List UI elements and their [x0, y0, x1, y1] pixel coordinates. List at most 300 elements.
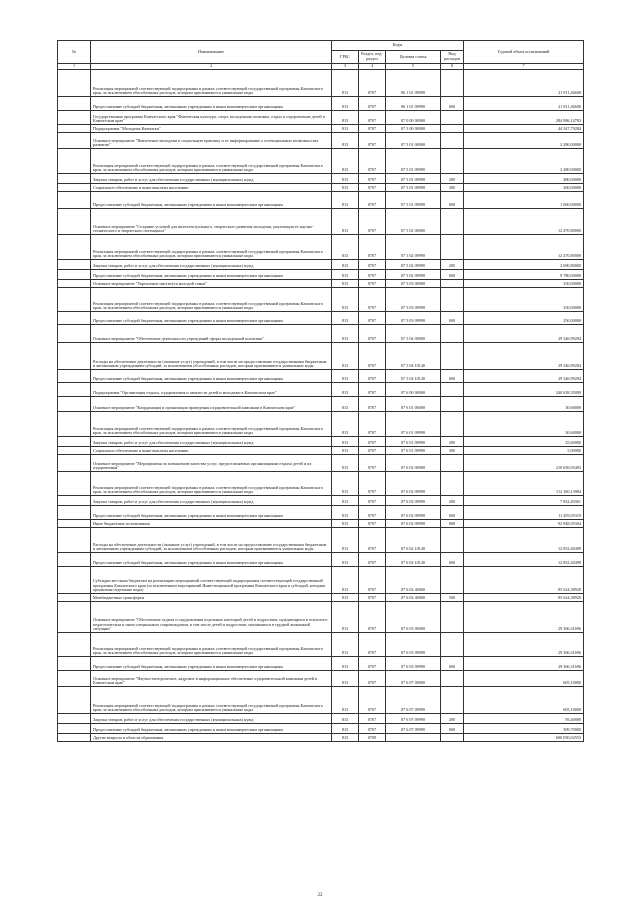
row-grbs-cell: 813 — [332, 288, 359, 312]
row-section-cell: 0707 — [359, 687, 386, 714]
row-kind-cell — [441, 288, 464, 312]
row-grbs-cell: 813 — [332, 734, 359, 742]
row-section-cell: 0707 — [359, 397, 386, 412]
row-name-cell: Социальное обеспечение и иные выплаты населению — [91, 184, 332, 192]
row-grbs-cell: 813 — [332, 325, 359, 343]
row-target-cell: 07 5 02 09990 — [386, 270, 441, 280]
row-index-cell — [58, 97, 91, 111]
row-target-cell: 07 5 02 09990 — [386, 260, 441, 270]
row-section-cell: 0707 — [359, 496, 386, 506]
row-name-cell: Реализация мероприятий соответствующей подпрограммы в рамках соответствующей государственной программы Камчатского края, за исключением обособленных расходов, которым присваиваются уникальные коды — [91, 687, 332, 714]
table-row — [58, 437, 584, 447]
row-grbs-cell: 813 — [332, 506, 359, 520]
row-section-cell: 0707 — [359, 567, 386, 594]
row-amount-cell: 9 780,00000 — [464, 270, 584, 280]
row-index-cell — [58, 734, 91, 742]
row-name-cell: Предоставление субсидий бюджетным, автономным учреждениям и иным некоммерческим организациям — [91, 506, 332, 520]
row-amount-cell: 480,00000 — [464, 174, 584, 184]
row-kind-cell — [441, 111, 464, 125]
page-number: 22 — [317, 893, 323, 898]
row-section-cell: 0707 — [359, 602, 386, 633]
row-amount-cell: 29 346,99284 — [464, 325, 584, 343]
row-index-cell — [58, 174, 91, 184]
row-name-cell: Предоставление субсидий бюджетным, автономным учреждениям и иным некоммерческим организациям — [91, 97, 332, 111]
row-grbs-cell: 813 — [332, 133, 359, 149]
header-kind: Вид расходов — [441, 51, 464, 64]
row-amount-cell: 21 811,46600 — [464, 97, 584, 111]
row-kind-cell — [441, 383, 464, 397]
row-target-cell: 07 6 07 09990 — [386, 714, 441, 724]
row-kind-cell — [441, 455, 464, 472]
row-grbs-cell: 813 — [332, 397, 359, 412]
row-grbs-cell: 813 — [332, 97, 359, 111]
row-target-cell: 07 6 07 00000 — [386, 671, 441, 687]
row-name-cell: Реализация мероприятий соответствующей подпрограммы в рамках соответствующей государственной программы Камчатского края, за исключением обособленных расходов, которым присваиваются уникальные коды — [91, 472, 332, 496]
row-amount-cell: 284 986,14783 — [464, 111, 584, 125]
row-index-cell — [58, 325, 91, 343]
row-kind-cell — [441, 133, 464, 149]
row-name-cell: Субсидии местным бюджетам на реализацию мероприятий соответствующей подпрограммы соответствующей государственной программы Камчатского края (за исключением мероприятий Инвестиционной программы Камчатского края и субсидий, которым присвоены отдельные коды) — [91, 567, 332, 594]
header-names: Наименование — [91, 41, 332, 64]
row-section-cell: 0707 — [359, 149, 386, 174]
row-target-cell: 07 5 04 10140 — [386, 370, 441, 383]
row-section-cell: 0707 — [359, 594, 386, 602]
row-index-cell — [58, 671, 91, 687]
row-section-cell: 0707 — [359, 174, 386, 184]
table-row — [58, 496, 584, 506]
row-name-cell: Иные бюджетные ассигнования — [91, 520, 332, 528]
row-grbs-cell: 813 — [332, 455, 359, 472]
row-name-cell: Реализация мероприятий соответствующей подпрограммы в рамках соответствующей государственной программы Камчатского края, за исключением обособленных расходов, которым присваиваются уникальные коды — [91, 70, 332, 97]
row-section-cell: 0707 — [359, 97, 386, 111]
row-name-cell: Основное мероприятие "Обеспечение отдыха и оздоровления отдельных категорий детей и подростков, нуждающихся в психолого-педагогическом и ином специальном сопровождении, в том числе детей и подростков, оказавшихся в трудной жизненной ситуации" — [91, 602, 332, 633]
row-amount-cell: 12 852,40499 — [464, 553, 584, 567]
row-index-cell — [58, 437, 91, 447]
table-row — [58, 714, 584, 724]
row-kind-cell — [441, 235, 464, 260]
row-grbs-cell: 813 — [332, 472, 359, 496]
row-name-cell: Межбюджетные трансферты — [91, 594, 332, 602]
row-index-cell — [58, 553, 91, 567]
table-row — [58, 724, 584, 734]
row-kind-cell — [441, 528, 464, 553]
row-section-cell: 0707 — [359, 657, 386, 671]
table-row — [58, 235, 584, 260]
row-section-cell: 0707 — [359, 192, 386, 209]
row-target-cell: 07 5 01 09990 — [386, 184, 441, 192]
row-name-cell: Закупка товаров, работ и услуг для обеспечения государственных (муниципальных) нужд — [91, 437, 332, 447]
row-name-cell: Основное мероприятие "Вовлечение молодежи в социальную практику и ее информирование о потенциальных возможностях развития" — [91, 133, 332, 149]
table-row — [58, 288, 584, 312]
row-section-cell: 0707 — [359, 447, 386, 455]
budget-sheet — [57, 40, 583, 742]
table-row — [58, 125, 584, 133]
row-index-cell — [58, 397, 91, 412]
table-row — [58, 260, 584, 270]
row-amount-cell: 29 346,99284 — [464, 343, 584, 370]
table-row — [58, 280, 584, 288]
row-index-cell — [58, 184, 91, 192]
row-grbs-cell: 813 — [332, 496, 359, 506]
row-section-cell: 0707 — [359, 270, 386, 280]
row-target-cell: 06 1 01 09990 — [386, 97, 441, 111]
row-kind-cell: 200 — [441, 437, 464, 447]
table-row — [58, 149, 584, 174]
row-name-cell: Расходы на обеспечение деятельности (оказание услуг) учреждений, в том числе на предоставление государственным бюджетным и автономным учреждениям субсидий, за исключением обособленных расходов, которым присваиваются уникальные коды — [91, 528, 332, 553]
row-name-cell: Основное мероприятие "Создание условий для интеллектуального, творческого развития молодежи, реализации ее научно-технического и творческого потенциала" — [91, 209, 332, 235]
row-kind-cell: 300 — [441, 447, 464, 455]
row-section-cell: 0707 — [359, 412, 386, 437]
row-index-cell — [58, 149, 91, 174]
table-row — [58, 174, 584, 184]
row-name-cell: Основное мероприятие "Укрепление института молодой семьи" — [91, 280, 332, 288]
row-grbs-cell: 813 — [332, 724, 359, 734]
row-target-cell: 07 5 03 09990 — [386, 288, 441, 312]
row-amount-cell: 7 852,49361 — [464, 496, 584, 506]
row-name-cell: Другие вопросы в области образования — [91, 734, 332, 742]
row-kind-cell — [441, 472, 464, 496]
row-grbs-cell: 813 — [332, 192, 359, 209]
row-grbs-cell: 813 — [332, 111, 359, 125]
row-amount-cell: 2 690,80000 — [464, 260, 584, 270]
row-grbs-cell: 813 — [332, 594, 359, 602]
row-amount-cell: 200,00000 — [464, 184, 584, 192]
row-grbs-cell: 813 — [332, 260, 359, 270]
row-kind-cell: 600 — [441, 553, 464, 567]
row-index-cell — [58, 270, 91, 280]
row-kind-cell — [441, 209, 464, 235]
row-target-cell: 07 5 01 00000 — [386, 133, 441, 149]
row-grbs-cell: 813 — [332, 149, 359, 174]
row-target-cell: 07 6 02 09990 — [386, 496, 441, 506]
row-target-cell: 07 6 02 00000 — [386, 455, 441, 472]
row-index-cell — [58, 455, 91, 472]
row-section-cell: 0707 — [359, 671, 386, 687]
header-codes: Коды — [332, 41, 464, 51]
row-grbs-cell: 813 — [332, 125, 359, 133]
row-section-cell: 0707 — [359, 235, 386, 260]
row-amount-cell: 92 848,59304 — [464, 520, 584, 528]
row-amount-cell: 2 280,00000 — [464, 133, 584, 149]
row-target-cell: 07 6 02 10140 — [386, 553, 441, 567]
row-target-cell: 07 6 03 00000 — [386, 602, 441, 633]
row-target-cell: 07 6 02 09990 — [386, 472, 441, 496]
row-kind-cell: 200 — [441, 714, 464, 724]
row-amount-cell: 11 459,05319 — [464, 506, 584, 520]
table-row — [58, 370, 584, 383]
col-number: 4 — [359, 64, 386, 70]
row-grbs-cell: 813 — [332, 657, 359, 671]
row-kind-cell — [441, 633, 464, 657]
row-target-cell: 07 5 02 00000 — [386, 209, 441, 235]
row-kind-cell — [441, 125, 464, 133]
table-row — [58, 209, 584, 235]
row-amount-cell: 605,10000 — [464, 671, 584, 687]
row-amount-cell: 29 366,31696 — [464, 657, 584, 671]
row-index-cell — [58, 288, 91, 312]
row-section-cell: 0707 — [359, 312, 386, 325]
row-grbs-cell: 813 — [332, 714, 359, 724]
row-index-cell — [58, 528, 91, 553]
row-grbs-cell: 813 — [332, 437, 359, 447]
row-index-cell — [58, 312, 91, 325]
row-name-cell: Закупка товаров, работ и услуг для обеспечения государственных (муниципальных) нужд — [91, 174, 332, 184]
row-kind-cell — [441, 671, 464, 687]
row-name-cell: Государственная программа Камчатского края "Физическая культура, спорт, молодежная политика, отдых и оздоровление детей в Камчатском крае" — [91, 111, 332, 125]
row-grbs-cell: 813 — [332, 312, 359, 325]
table-row — [58, 133, 584, 149]
row-section-cell: 0707 — [359, 714, 386, 724]
row-section-cell: 0707 — [359, 343, 386, 370]
row-index-cell — [58, 111, 91, 125]
row-name-cell: Подпрограмма "Молодежь Камчатки" — [91, 125, 332, 133]
table-row — [58, 657, 584, 671]
row-target-cell: 07 6 02 09990 — [386, 520, 441, 528]
row-grbs-cell: 813 — [332, 270, 359, 280]
row-index-cell — [58, 280, 91, 288]
row-grbs-cell: 813 — [332, 687, 359, 714]
row-grbs-cell: 813 — [332, 174, 359, 184]
row-kind-cell — [441, 734, 464, 742]
header-num: № — [58, 41, 91, 64]
table-row — [58, 70, 584, 97]
row-grbs-cell: 813 — [332, 209, 359, 235]
row-kind-cell — [441, 149, 464, 174]
row-name-cell: Основное мероприятие "Мероприятия по повышению качества услуг, предоставляемых организациями отдыха детей и их оздоровления" — [91, 455, 332, 472]
row-index-cell — [58, 383, 91, 397]
row-grbs-cell: 813 — [332, 235, 359, 260]
row-index-cell — [58, 520, 91, 528]
row-kind-cell: 800 — [441, 520, 464, 528]
row-target-cell: 07 6 02 10140 — [386, 528, 441, 553]
col-number: 6 — [441, 64, 464, 70]
row-amount-cell: 240 638,35099 — [464, 383, 584, 397]
row-section-cell: 0707 — [359, 70, 386, 97]
row-target-cell: 07 6 07 09990 — [386, 687, 441, 714]
row-target-cell: 07 6 01 09990 — [386, 412, 441, 437]
row-section-cell: 0707 — [359, 455, 386, 472]
row-kind-cell — [441, 567, 464, 594]
row-grbs-cell: 813 — [332, 184, 359, 192]
table-row — [58, 553, 584, 567]
row-index-cell — [58, 70, 91, 97]
table-row — [58, 594, 584, 602]
row-amount-cell: 112 160,13984 — [464, 472, 584, 496]
row-amount-cell: 5,00000 — [464, 447, 584, 455]
row-grbs-cell: 813 — [332, 602, 359, 633]
table-row — [58, 325, 584, 343]
row-kind-cell: 600 — [441, 97, 464, 111]
row-index-cell — [58, 343, 91, 370]
table-row — [58, 397, 584, 412]
row-grbs-cell: 813 — [332, 553, 359, 567]
row-kind-cell: 200 — [441, 260, 464, 270]
table-row — [58, 111, 584, 125]
row-section-cell: 0707 — [359, 133, 386, 149]
row-amount-cell: 29 366,31696 — [464, 602, 584, 633]
row-kind-cell — [441, 343, 464, 370]
row-target-cell: 07 5 04 10140 — [386, 343, 441, 370]
row-name-cell: Реализация мероприятий соответствующей подпрограммы в рамках соответствующей государственной программы Камчатского края, за исключением обособленных расходов, которым присваиваются уникальные коды — [91, 412, 332, 437]
row-target-cell: 07 5 01 09990 — [386, 174, 441, 184]
row-name-cell: Основное мероприятие "Научно-методическое, кадровое и информационное обеспечение оздоровительной кампании детей в Камчатском крае" — [91, 671, 332, 687]
row-amount-cell: 21 811,46600 — [464, 70, 584, 97]
row-amount-cell: 250,00000 — [464, 288, 584, 312]
row-index-cell — [58, 472, 91, 496]
row-kind-cell: 600 — [441, 724, 464, 734]
row-index-cell — [58, 192, 91, 209]
row-section-cell: 0707 — [359, 633, 386, 657]
col-number: 7 — [464, 64, 584, 70]
table-body — [58, 70, 584, 742]
row-kind-cell: 200 — [441, 496, 464, 506]
row-target-cell: 07 6 00 00000 — [386, 383, 441, 397]
row-index-cell — [58, 133, 91, 149]
row-name-cell: Расходы на обеспечение деятельности (оказание услуг) учреждений, в том числе на предоставление государственным бюджетным и автономным учреждениям субсидий, за исключением обособленных расходов, которым присваиваются уникальные коды — [91, 343, 332, 370]
row-section-cell: 0707 — [359, 280, 386, 288]
row-index-cell — [58, 260, 91, 270]
row-target-cell: 06 1 01 09990 — [386, 70, 441, 97]
row-kind-cell: 300 — [441, 184, 464, 192]
row-kind-cell: 600 — [441, 312, 464, 325]
row-target-cell: 07 5 02 09990 — [386, 235, 441, 260]
row-name-cell: Подпрограмма "Организация отдыха, оздоровления и занятости детей и молодежи в Камчатском крае" — [91, 383, 332, 397]
row-kind-cell: 600 — [441, 192, 464, 209]
row-amount-cell: 1 600,00000 — [464, 192, 584, 209]
row-grbs-cell: 813 — [332, 567, 359, 594]
header-total: Годовой объем ассигнований — [464, 41, 584, 64]
row-target-cell: 07 6 01 00000 — [386, 397, 441, 412]
row-amount-cell: 25,60000 — [464, 437, 584, 447]
row-amount-cell: 29 366,31696 — [464, 633, 584, 657]
table-row — [58, 343, 584, 370]
row-target-cell: 07 6 07 09990 — [386, 724, 441, 734]
row-section-cell: 0707 — [359, 520, 386, 528]
row-target-cell: 07 5 01 09990 — [386, 192, 441, 209]
row-amount-cell: 30,60000 — [464, 412, 584, 437]
row-grbs-cell: 813 — [332, 671, 359, 687]
row-kind-cell — [441, 397, 464, 412]
row-target-cell: 07 6 02 40060 — [386, 594, 441, 602]
row-amount-cell: 605,10000 — [464, 687, 584, 714]
table-row — [58, 472, 584, 496]
table-row — [58, 633, 584, 657]
row-index-cell — [58, 209, 91, 235]
row-section-cell: 0707 — [359, 111, 386, 125]
row-grbs-cell: 813 — [332, 70, 359, 97]
row-index-cell — [58, 125, 91, 133]
row-name-cell: Реализация мероприятий соответствующей подпрограммы в рамках соответствующей государственной программы Камчатского края, за исключением обособленных расходов, которым присваиваются уникальные коды — [91, 633, 332, 657]
row-index-cell — [58, 412, 91, 437]
row-kind-cell: 200 — [441, 174, 464, 184]
row-index-cell — [58, 370, 91, 383]
row-section-cell: 0707 — [359, 528, 386, 553]
row-index-cell — [58, 657, 91, 671]
row-amount-cell: 44 347,79284 — [464, 125, 584, 133]
row-index-cell — [58, 447, 91, 455]
row-name-cell: Предоставление субсидий бюджетным, автономным учреждениям и иным некоммерческим организациям — [91, 270, 332, 280]
row-index-cell — [58, 687, 91, 714]
table-row — [58, 192, 584, 209]
row-name-cell: Закупка товаров, работ и услуг для обеспечения государственных (муниципальных) нужд — [91, 714, 332, 724]
table-row — [58, 671, 584, 687]
row-kind-cell: 600 — [441, 370, 464, 383]
row-index-cell — [58, 235, 91, 260]
row-section-cell: 0707 — [359, 724, 386, 734]
row-amount-cell: 210 656,93403 — [464, 455, 584, 472]
row-index-cell — [58, 602, 91, 633]
col-number: 2 — [91, 64, 332, 70]
row-amount-cell: 250,00000 — [464, 312, 584, 325]
row-amount-cell: 30,60000 — [464, 397, 584, 412]
table-row — [58, 270, 584, 280]
row-target-cell: 07 5 04 00000 — [386, 325, 441, 343]
row-name-cell: Закупка товаров, работ и услуг для обеспечения государственных (муниципальных) нужд — [91, 260, 332, 270]
row-name-cell: Основное мероприятие "Обеспечение деятельности учреждений сферы молодежной политики" — [91, 325, 332, 343]
row-target-cell: 07 5 00 00000 — [386, 125, 441, 133]
row-target-cell: 07 0 00 00000 — [386, 111, 441, 125]
row-amount-cell: 12 470,80000 — [464, 235, 584, 260]
row-section-cell: 0707 — [359, 209, 386, 235]
row-section-cell: 0707 — [359, 260, 386, 270]
row-section-cell: 0707 — [359, 325, 386, 343]
row-grbs-cell: 813 — [332, 520, 359, 528]
row-grbs-cell: 813 — [332, 343, 359, 370]
row-amount-cell: 29 346,99284 — [464, 370, 584, 383]
table-row — [58, 383, 584, 397]
row-kind-cell — [441, 280, 464, 288]
row-amount-cell: 509,70000 — [464, 724, 584, 734]
row-grbs-cell: 813 — [332, 528, 359, 553]
row-grbs-cell: 813 — [332, 370, 359, 383]
row-section-cell: 0707 — [359, 383, 386, 397]
table-row — [58, 687, 584, 714]
row-grbs-cell: 813 — [332, 383, 359, 397]
row-section-cell: 0709 — [359, 734, 386, 742]
row-section-cell: 0707 — [359, 506, 386, 520]
row-amount-cell: 85 624,38920 — [464, 594, 584, 602]
row-section-cell: 0707 — [359, 125, 386, 133]
row-amount-cell: 85 624,38920 — [464, 567, 584, 594]
table-row — [58, 455, 584, 472]
row-amount-cell: 12 470,80000 — [464, 209, 584, 235]
row-index-cell — [58, 714, 91, 724]
row-section-cell: 0707 — [359, 553, 386, 567]
row-kind-cell — [441, 70, 464, 97]
col-number: 1 — [58, 64, 91, 70]
row-name-cell: Закупка товаров, работ и услуг для обеспечения государственных (муниципальных) нужд — [91, 496, 332, 506]
row-kind-cell — [441, 412, 464, 437]
row-kind-cell — [441, 602, 464, 633]
row-index-cell — [58, 633, 91, 657]
table-row — [58, 734, 584, 742]
row-amount-cell: 600 050,02553 — [464, 734, 584, 742]
row-grbs-cell: 813 — [332, 412, 359, 437]
col-number: 3 — [332, 64, 359, 70]
row-kind-cell — [441, 325, 464, 343]
row-target-cell — [386, 734, 441, 742]
table-row — [58, 447, 584, 455]
row-grbs-cell: 813 — [332, 633, 359, 657]
row-target-cell: 07 6 03 09990 — [386, 633, 441, 657]
row-name-cell: Основное мероприятие "Координация и организация проведения оздоровительной кампании в Камчатском крае" — [91, 397, 332, 412]
row-section-cell: 0707 — [359, 437, 386, 447]
row-target-cell: 07 6 02 09990 — [386, 506, 441, 520]
row-name-cell: Реализация мероприятий соответствующей подпрограммы в рамках соответствующей государственной программы Камчатского края, за исключением обособленных расходов, которым присваиваются уникальные коды — [91, 235, 332, 260]
budget-table — [57, 40, 584, 742]
row-index-cell — [58, 506, 91, 520]
row-index-cell — [58, 496, 91, 506]
